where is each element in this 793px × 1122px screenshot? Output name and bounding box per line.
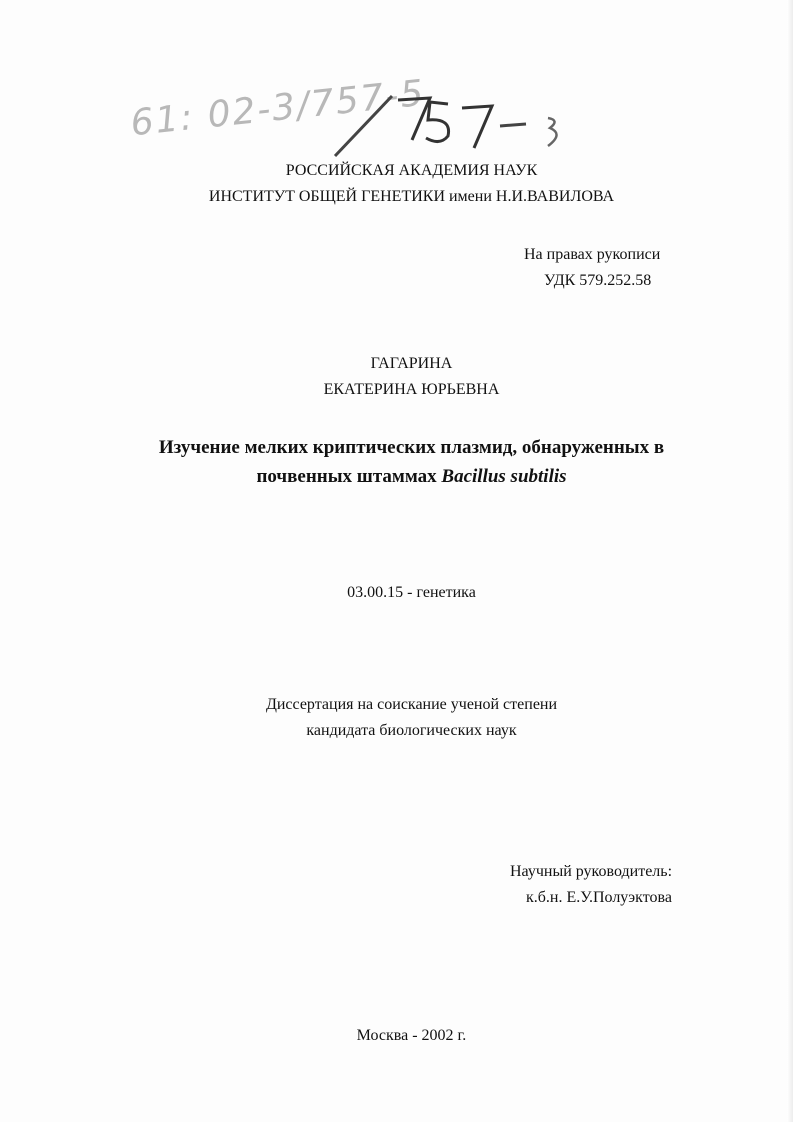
- udk-code: УДК 579.252.58: [544, 272, 652, 289]
- city-year: Москва - 2002 г.: [356, 1027, 467, 1044]
- manuscript-rights: На правах рукописи: [524, 246, 661, 263]
- archive-number-text: 61: 02-3/757-5: [128, 72, 428, 145]
- specialty-code: 03.00.15 - генетика: [347, 584, 476, 601]
- handwriting-strokes: [130, 78, 570, 158]
- scan-edge-shadow: [787, 0, 793, 1122]
- thesis-title-line1: Изучение мелких криптических плазмид, обнаруженных в: [158, 437, 665, 458]
- thesis-title-line2: [15, 466, 793, 488]
- species-name: Bacillus subtilis: [441, 466, 567, 487]
- degree-line1: Диссертация на соискание ученой степени: [265, 696, 558, 713]
- handwritten-archive-number: [128, 72, 570, 158]
- author-surname: ГАГАРИНА: [370, 355, 453, 372]
- degree-line2: кандидата биологических наук: [306, 722, 517, 739]
- author-given-names: ЕКАТЕРИНА ЮРЬЕВНА: [323, 381, 500, 398]
- supervisor-label: Научный руководитель:: [510, 863, 673, 880]
- institute-name: ИНСТИТУТ ОБЩЕЙ ГЕНЕТИКИ имени Н.И.ВАВИЛОВА: [208, 188, 615, 205]
- academy-name: РОССИЙСКАЯ АКАДЕМИЯ НАУК: [285, 162, 538, 179]
- thesis-title-prefix: почвенных штаммах: [256, 466, 437, 487]
- supervisor-name: к.б.н. Е.У.Полуэктова: [526, 889, 672, 906]
